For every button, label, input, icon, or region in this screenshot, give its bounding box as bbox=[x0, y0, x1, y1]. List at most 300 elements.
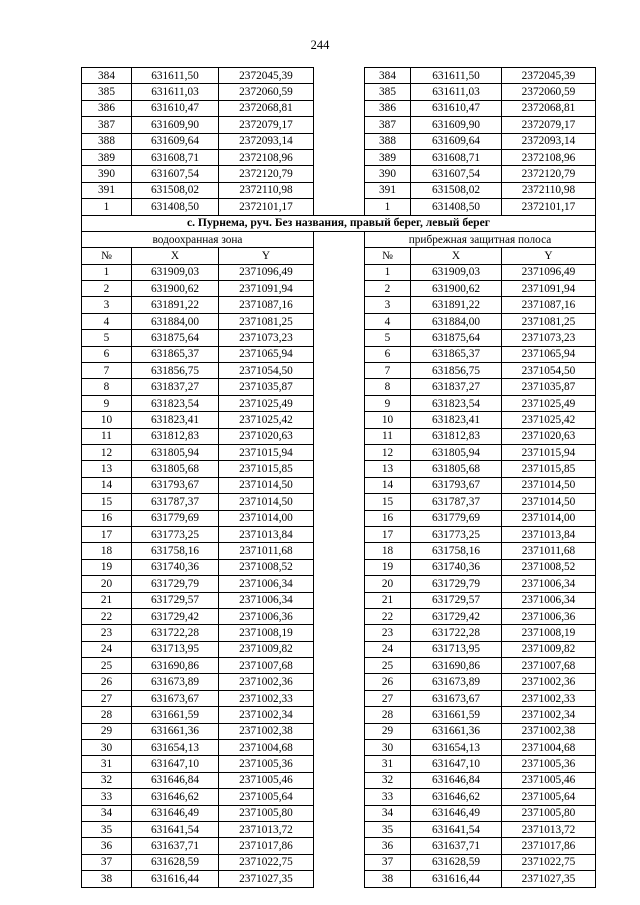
cell-right-number: 3 bbox=[365, 297, 411, 313]
cell-left-y: 2371002,33 bbox=[219, 690, 314, 706]
cell-right-y: 2372120,79 bbox=[502, 166, 596, 182]
cell-right-y: 2371025,42 bbox=[502, 412, 596, 428]
cell-left-x: 631837,27 bbox=[132, 379, 219, 395]
cell-left-y: 2372079,17 bbox=[219, 117, 314, 133]
cell-right-x: 631837,27 bbox=[411, 379, 502, 395]
cell-left-x: 631773,25 bbox=[132, 526, 219, 542]
column-gap bbox=[314, 854, 365, 870]
cell-right-x: 631856,75 bbox=[411, 363, 502, 379]
cell-right-number: 20 bbox=[365, 576, 411, 592]
cell-right-x: 631729,79 bbox=[411, 576, 502, 592]
cell-right-number: 389 bbox=[365, 149, 411, 165]
cell-left-number: 12 bbox=[82, 444, 132, 460]
cell-left-x: 631608,71 bbox=[132, 149, 219, 165]
cell-left-x: 631408,50 bbox=[132, 199, 219, 215]
column-gap bbox=[314, 576, 365, 592]
cell-left-y: 2371005,46 bbox=[219, 772, 314, 788]
table-row bbox=[82, 117, 596, 133]
cell-right-x: 631647,10 bbox=[411, 756, 502, 772]
cell-left-number: 24 bbox=[82, 641, 132, 657]
column-gap bbox=[314, 838, 365, 854]
cell-left-number: 389 bbox=[82, 149, 132, 165]
table-row bbox=[82, 166, 596, 182]
cell-left-number: 22 bbox=[82, 608, 132, 624]
cell-left-y: 2371014,00 bbox=[219, 510, 314, 526]
column-gap bbox=[314, 363, 365, 379]
cell-right-x: 631628,59 bbox=[411, 854, 502, 870]
cell-left-number: 13 bbox=[82, 461, 132, 477]
cell-left-x: 631729,79 bbox=[132, 576, 219, 592]
cell-right-y: 2371035,87 bbox=[502, 379, 596, 395]
cell-left-x: 631641,54 bbox=[132, 821, 219, 837]
cell-left-y: 2371002,38 bbox=[219, 723, 314, 739]
cell-right-y: 2371073,23 bbox=[502, 330, 596, 346]
column-gap bbox=[314, 494, 365, 510]
table-row bbox=[82, 838, 596, 854]
cell-right-y: 2371014,50 bbox=[502, 494, 596, 510]
header-right-x: X bbox=[411, 248, 502, 264]
column-gap bbox=[314, 871, 365, 887]
cell-left-x: 631891,22 bbox=[132, 297, 219, 313]
cell-right-x: 631611,50 bbox=[411, 68, 502, 84]
cell-right-y: 2371096,49 bbox=[502, 264, 596, 280]
cell-left-number: 9 bbox=[82, 395, 132, 411]
cell-left-x: 631729,57 bbox=[132, 592, 219, 608]
cell-right-y: 2371009,82 bbox=[502, 641, 596, 657]
cell-left-y: 2371005,64 bbox=[219, 789, 314, 805]
cell-left-number: 29 bbox=[82, 723, 132, 739]
cell-left-y: 2371007,68 bbox=[219, 658, 314, 674]
cell-left-y: 2371025,42 bbox=[219, 412, 314, 428]
column-gap bbox=[314, 641, 365, 657]
cell-left-number: 384 bbox=[82, 68, 132, 84]
cell-left-x: 631865,37 bbox=[132, 346, 219, 362]
cell-left-y: 2372068,81 bbox=[219, 100, 314, 116]
cell-right-x: 631812,83 bbox=[411, 428, 502, 444]
cell-left-x: 631805,94 bbox=[132, 444, 219, 460]
cell-left-number: 388 bbox=[82, 133, 132, 149]
cell-right-y: 2371007,68 bbox=[502, 658, 596, 674]
table-row bbox=[82, 313, 596, 329]
cell-left-number: 31 bbox=[82, 756, 132, 772]
cell-right-x: 631607,54 bbox=[411, 166, 502, 182]
table-row bbox=[82, 707, 596, 723]
cell-right-number: 25 bbox=[365, 658, 411, 674]
table-row bbox=[82, 789, 596, 805]
cell-left-number: 25 bbox=[82, 658, 132, 674]
cell-left-y: 2371020,63 bbox=[219, 428, 314, 444]
column-gap bbox=[314, 133, 365, 149]
cell-right-number: 16 bbox=[365, 510, 411, 526]
column-gap bbox=[314, 625, 365, 641]
cell-left-number: 3 bbox=[82, 297, 132, 313]
cell-left-x: 631611,03 bbox=[132, 84, 219, 100]
column-gap bbox=[314, 805, 365, 821]
cell-left-number: 17 bbox=[82, 526, 132, 542]
cell-right-y: 2372068,81 bbox=[502, 100, 596, 116]
cell-left-x: 631787,37 bbox=[132, 494, 219, 510]
cell-left-x: 631779,69 bbox=[132, 510, 219, 526]
table-row bbox=[82, 559, 596, 575]
column-gap bbox=[314, 740, 365, 756]
cell-left-y: 2371025,49 bbox=[219, 395, 314, 411]
cell-left-number: 386 bbox=[82, 100, 132, 116]
table-row bbox=[82, 412, 596, 428]
cell-right-x: 631408,50 bbox=[411, 199, 502, 215]
table-row bbox=[82, 690, 596, 706]
cell-right-number: 19 bbox=[365, 559, 411, 575]
cell-right-x: 631729,42 bbox=[411, 608, 502, 624]
header-right-y: Y bbox=[502, 248, 596, 264]
cell-right-x: 631875,64 bbox=[411, 330, 502, 346]
cell-left-number: 1 bbox=[82, 199, 132, 215]
cell-left-number: 36 bbox=[82, 838, 132, 854]
table-row bbox=[82, 84, 596, 100]
column-gap bbox=[314, 821, 365, 837]
cell-right-number: 30 bbox=[365, 740, 411, 756]
column-gap bbox=[314, 690, 365, 706]
cell-right-y: 2371008,52 bbox=[502, 559, 596, 575]
cell-right-x: 631823,54 bbox=[411, 395, 502, 411]
table-row bbox=[82, 477, 596, 493]
column-gap bbox=[314, 428, 365, 444]
table-row bbox=[82, 363, 596, 379]
cell-left-number: 391 bbox=[82, 182, 132, 198]
cell-left-number: 6 bbox=[82, 346, 132, 362]
cell-left-y: 2371006,34 bbox=[219, 592, 314, 608]
cell-left-y: 2371011,68 bbox=[219, 543, 314, 559]
header-right-number: № bbox=[365, 248, 411, 264]
cell-right-x: 631805,94 bbox=[411, 444, 502, 460]
cell-right-x: 631508,02 bbox=[411, 182, 502, 198]
cell-right-x: 631773,25 bbox=[411, 526, 502, 542]
cell-left-y: 2371004,68 bbox=[219, 740, 314, 756]
cell-right-number: 21 bbox=[365, 592, 411, 608]
cell-right-number: 386 bbox=[365, 100, 411, 116]
cell-right-y: 2372060,59 bbox=[502, 84, 596, 100]
cell-left-y: 2371091,94 bbox=[219, 281, 314, 297]
cell-right-number: 8 bbox=[365, 379, 411, 395]
cell-left-y: 2371005,36 bbox=[219, 756, 314, 772]
cell-right-number: 9 bbox=[365, 395, 411, 411]
page-number: 244 bbox=[310, 38, 330, 52]
cell-right-y: 2371004,68 bbox=[502, 740, 596, 756]
column-gap bbox=[314, 674, 365, 690]
table-row bbox=[82, 608, 596, 624]
table-row bbox=[82, 182, 596, 198]
column-gap bbox=[314, 297, 365, 313]
cell-right-number: 388 bbox=[365, 133, 411, 149]
column-gap bbox=[314, 281, 365, 297]
cell-left-y: 2371006,36 bbox=[219, 608, 314, 624]
cell-right-number: 31 bbox=[365, 756, 411, 772]
cell-right-number: 11 bbox=[365, 428, 411, 444]
cell-left-number: 32 bbox=[82, 772, 132, 788]
table-row bbox=[82, 133, 596, 149]
cell-left-number: 4 bbox=[82, 313, 132, 329]
cell-right-y: 2371006,36 bbox=[502, 608, 596, 624]
cell-right-number: 1 bbox=[365, 264, 411, 280]
cell-left-number: 18 bbox=[82, 543, 132, 559]
cell-right-y: 2371011,68 bbox=[502, 543, 596, 559]
zone-label-row bbox=[82, 231, 596, 247]
column-gap bbox=[314, 313, 365, 329]
cell-left-number: 35 bbox=[82, 821, 132, 837]
cell-right-y: 2371005,46 bbox=[502, 772, 596, 788]
cell-left-number: 390 bbox=[82, 166, 132, 182]
cell-right-x: 631713,95 bbox=[411, 641, 502, 657]
cell-right-y: 2371020,63 bbox=[502, 428, 596, 444]
column-gap bbox=[314, 789, 365, 805]
cell-left-y: 2372101,17 bbox=[219, 199, 314, 215]
cell-right-x: 631646,84 bbox=[411, 772, 502, 788]
cell-right-y: 2371013,84 bbox=[502, 526, 596, 542]
table-row bbox=[82, 330, 596, 346]
cell-left-y: 2371027,35 bbox=[219, 871, 314, 887]
cell-left-y: 2371008,52 bbox=[219, 559, 314, 575]
table-row bbox=[82, 871, 596, 887]
cell-left-number: 8 bbox=[82, 379, 132, 395]
column-gap bbox=[314, 559, 365, 575]
cell-left-number: 23 bbox=[82, 625, 132, 641]
cell-right-x: 631673,67 bbox=[411, 690, 502, 706]
table-row bbox=[82, 658, 596, 674]
cell-right-number: 18 bbox=[365, 543, 411, 559]
cell-left-x: 631805,68 bbox=[132, 461, 219, 477]
cell-left-x: 631607,54 bbox=[132, 166, 219, 182]
cell-right-y: 2371005,80 bbox=[502, 805, 596, 821]
table-row bbox=[82, 199, 596, 215]
cell-right-y: 2372108,96 bbox=[502, 149, 596, 165]
cell-right-y: 2372045,39 bbox=[502, 68, 596, 84]
cell-right-number: 13 bbox=[365, 461, 411, 477]
cell-right-number: 34 bbox=[365, 805, 411, 821]
cell-right-y: 2371006,34 bbox=[502, 592, 596, 608]
cell-right-y: 2371002,33 bbox=[502, 690, 596, 706]
cell-right-number: 33 bbox=[365, 789, 411, 805]
cell-left-y: 2371073,23 bbox=[219, 330, 314, 346]
cell-left-x: 631611,50 bbox=[132, 68, 219, 84]
column-gap bbox=[314, 68, 365, 84]
cell-right-y: 2371025,49 bbox=[502, 395, 596, 411]
column-gap bbox=[314, 379, 365, 395]
section-title-row bbox=[82, 215, 596, 231]
table-row bbox=[82, 149, 596, 165]
table-row bbox=[82, 444, 596, 460]
cell-left-x: 631637,71 bbox=[132, 838, 219, 854]
cell-left-y: 2371014,50 bbox=[219, 477, 314, 493]
cell-left-x: 631812,83 bbox=[132, 428, 219, 444]
header-left-y: Y bbox=[219, 248, 314, 264]
cell-left-x: 631722,28 bbox=[132, 625, 219, 641]
table-row bbox=[82, 428, 596, 444]
cell-right-number: 38 bbox=[365, 871, 411, 887]
cell-left-y: 2371009,82 bbox=[219, 641, 314, 657]
cell-left-number: 27 bbox=[82, 690, 132, 706]
cell-left-y: 2371054,50 bbox=[219, 363, 314, 379]
cell-left-number: 21 bbox=[82, 592, 132, 608]
cell-right-number: 391 bbox=[365, 182, 411, 198]
cell-left-x: 631646,84 bbox=[132, 772, 219, 788]
cell-left-y: 2371065,94 bbox=[219, 346, 314, 362]
cell-left-x: 631823,41 bbox=[132, 412, 219, 428]
cell-right-number: 17 bbox=[365, 526, 411, 542]
column-gap bbox=[314, 264, 365, 280]
cell-right-x: 631740,36 bbox=[411, 559, 502, 575]
cell-right-x: 631609,90 bbox=[411, 117, 502, 133]
cell-right-y: 2371014,50 bbox=[502, 477, 596, 493]
cell-right-number: 1 bbox=[365, 199, 411, 215]
cell-right-number: 36 bbox=[365, 838, 411, 854]
column-gap bbox=[314, 756, 365, 772]
cell-right-y: 2371017,86 bbox=[502, 838, 596, 854]
cell-right-x: 631865,37 bbox=[411, 346, 502, 362]
cell-right-y: 2371014,00 bbox=[502, 510, 596, 526]
cell-right-x: 631611,03 bbox=[411, 84, 502, 100]
cell-right-x: 631884,00 bbox=[411, 313, 502, 329]
cell-right-x: 631823,41 bbox=[411, 412, 502, 428]
column-gap bbox=[314, 248, 365, 264]
cell-right-y: 2371087,16 bbox=[502, 297, 596, 313]
column-gap bbox=[314, 346, 365, 362]
cell-right-y: 2371002,38 bbox=[502, 723, 596, 739]
cell-right-number: 385 bbox=[365, 84, 411, 100]
cell-left-y: 2371013,84 bbox=[219, 526, 314, 542]
cell-left-y: 2371022,75 bbox=[219, 854, 314, 870]
cell-left-number: 385 bbox=[82, 84, 132, 100]
cell-left-x: 631673,67 bbox=[132, 690, 219, 706]
cell-right-number: 23 bbox=[365, 625, 411, 641]
column-gap bbox=[314, 658, 365, 674]
table-row bbox=[82, 674, 596, 690]
cell-left-y: 2371035,87 bbox=[219, 379, 314, 395]
cell-left-number: 15 bbox=[82, 494, 132, 510]
cell-left-x: 631609,64 bbox=[132, 133, 219, 149]
cell-right-number: 27 bbox=[365, 690, 411, 706]
table-row bbox=[82, 756, 596, 772]
cell-right-y: 2371006,34 bbox=[502, 576, 596, 592]
cell-left-x: 631661,36 bbox=[132, 723, 219, 739]
cell-right-number: 24 bbox=[365, 641, 411, 657]
column-gap bbox=[314, 543, 365, 559]
cell-right-y: 2371008,19 bbox=[502, 625, 596, 641]
cell-left-x: 631900,62 bbox=[132, 281, 219, 297]
cell-right-y: 2371022,75 bbox=[502, 854, 596, 870]
cell-left-y: 2372120,79 bbox=[219, 166, 314, 182]
cell-left-x: 631654,13 bbox=[132, 740, 219, 756]
cell-right-number: 14 bbox=[365, 477, 411, 493]
cell-left-x: 631609,90 bbox=[132, 117, 219, 133]
column-gap bbox=[314, 100, 365, 116]
cell-right-x: 631891,22 bbox=[411, 297, 502, 313]
cell-right-x: 631616,44 bbox=[411, 871, 502, 887]
column-gap bbox=[314, 395, 365, 411]
column-gap bbox=[314, 526, 365, 542]
table-row bbox=[82, 346, 596, 362]
cell-right-y: 2371013,72 bbox=[502, 821, 596, 837]
cell-left-number: 37 bbox=[82, 854, 132, 870]
table-row bbox=[82, 543, 596, 559]
cell-left-number: 30 bbox=[82, 740, 132, 756]
cell-right-y: 2371015,94 bbox=[502, 444, 596, 460]
cell-right-y: 2371081,25 bbox=[502, 313, 596, 329]
coordinates-table bbox=[81, 67, 596, 888]
cell-right-x: 631758,16 bbox=[411, 543, 502, 559]
zone-label-right: прибрежная защитная полоса bbox=[365, 231, 596, 247]
table-row bbox=[82, 723, 596, 739]
cell-right-number: 12 bbox=[365, 444, 411, 460]
cell-left-number: 33 bbox=[82, 789, 132, 805]
cell-right-number: 26 bbox=[365, 674, 411, 690]
cell-left-x: 631616,44 bbox=[132, 871, 219, 887]
zone-label-left: водоохранная зона bbox=[82, 231, 314, 247]
cell-left-x: 631673,89 bbox=[132, 674, 219, 690]
cell-left-y: 2371017,86 bbox=[219, 838, 314, 854]
table-row bbox=[82, 821, 596, 837]
column-gap bbox=[314, 444, 365, 460]
cell-left-number: 1 bbox=[82, 264, 132, 280]
table-row bbox=[82, 379, 596, 395]
cell-left-y: 2372093,14 bbox=[219, 133, 314, 149]
cell-right-number: 6 bbox=[365, 346, 411, 362]
cell-right-x: 631729,57 bbox=[411, 592, 502, 608]
cell-left-number: 20 bbox=[82, 576, 132, 592]
column-gap bbox=[314, 182, 365, 198]
cell-left-x: 631758,16 bbox=[132, 543, 219, 559]
table-row bbox=[82, 264, 596, 280]
column-gap bbox=[314, 231, 365, 247]
table-row bbox=[82, 494, 596, 510]
cell-left-number: 7 bbox=[82, 363, 132, 379]
section-title: с. Пурнема, руч. Без названия, правый берег, левый берег bbox=[82, 215, 596, 231]
cell-left-x: 631884,00 bbox=[132, 313, 219, 329]
cell-right-number: 28 bbox=[365, 707, 411, 723]
cell-right-x: 631722,28 bbox=[411, 625, 502, 641]
column-gap bbox=[314, 477, 365, 493]
cell-left-y: 2372060,59 bbox=[219, 84, 314, 100]
cell-right-number: 35 bbox=[365, 821, 411, 837]
table-row bbox=[82, 805, 596, 821]
cell-left-x: 631793,67 bbox=[132, 477, 219, 493]
column-gap bbox=[314, 510, 365, 526]
cell-right-number: 387 bbox=[365, 117, 411, 133]
cell-right-x: 631646,62 bbox=[411, 789, 502, 805]
cell-right-number: 22 bbox=[365, 608, 411, 624]
column-gap bbox=[314, 84, 365, 100]
cell-right-x: 631646,49 bbox=[411, 805, 502, 821]
column-gap bbox=[314, 461, 365, 477]
cell-left-x: 631661,59 bbox=[132, 707, 219, 723]
cell-left-y: 2372108,96 bbox=[219, 149, 314, 165]
column-gap bbox=[314, 412, 365, 428]
cell-right-x: 631661,36 bbox=[411, 723, 502, 739]
column-gap bbox=[314, 592, 365, 608]
table-row bbox=[82, 641, 596, 657]
cell-right-y: 2371002,34 bbox=[502, 707, 596, 723]
cell-left-y: 2372110,98 bbox=[219, 182, 314, 198]
header-left-x: X bbox=[132, 248, 219, 264]
table-row bbox=[82, 740, 596, 756]
cell-right-x: 631909,03 bbox=[411, 264, 502, 280]
cell-left-x: 631729,42 bbox=[132, 608, 219, 624]
cell-right-x: 631641,54 bbox=[411, 821, 502, 837]
cell-right-number: 29 bbox=[365, 723, 411, 739]
cell-left-number: 16 bbox=[82, 510, 132, 526]
cell-right-x: 631805,68 bbox=[411, 461, 502, 477]
cell-left-y: 2371081,25 bbox=[219, 313, 314, 329]
cell-right-y: 2371015,85 bbox=[502, 461, 596, 477]
column-gap bbox=[314, 117, 365, 133]
